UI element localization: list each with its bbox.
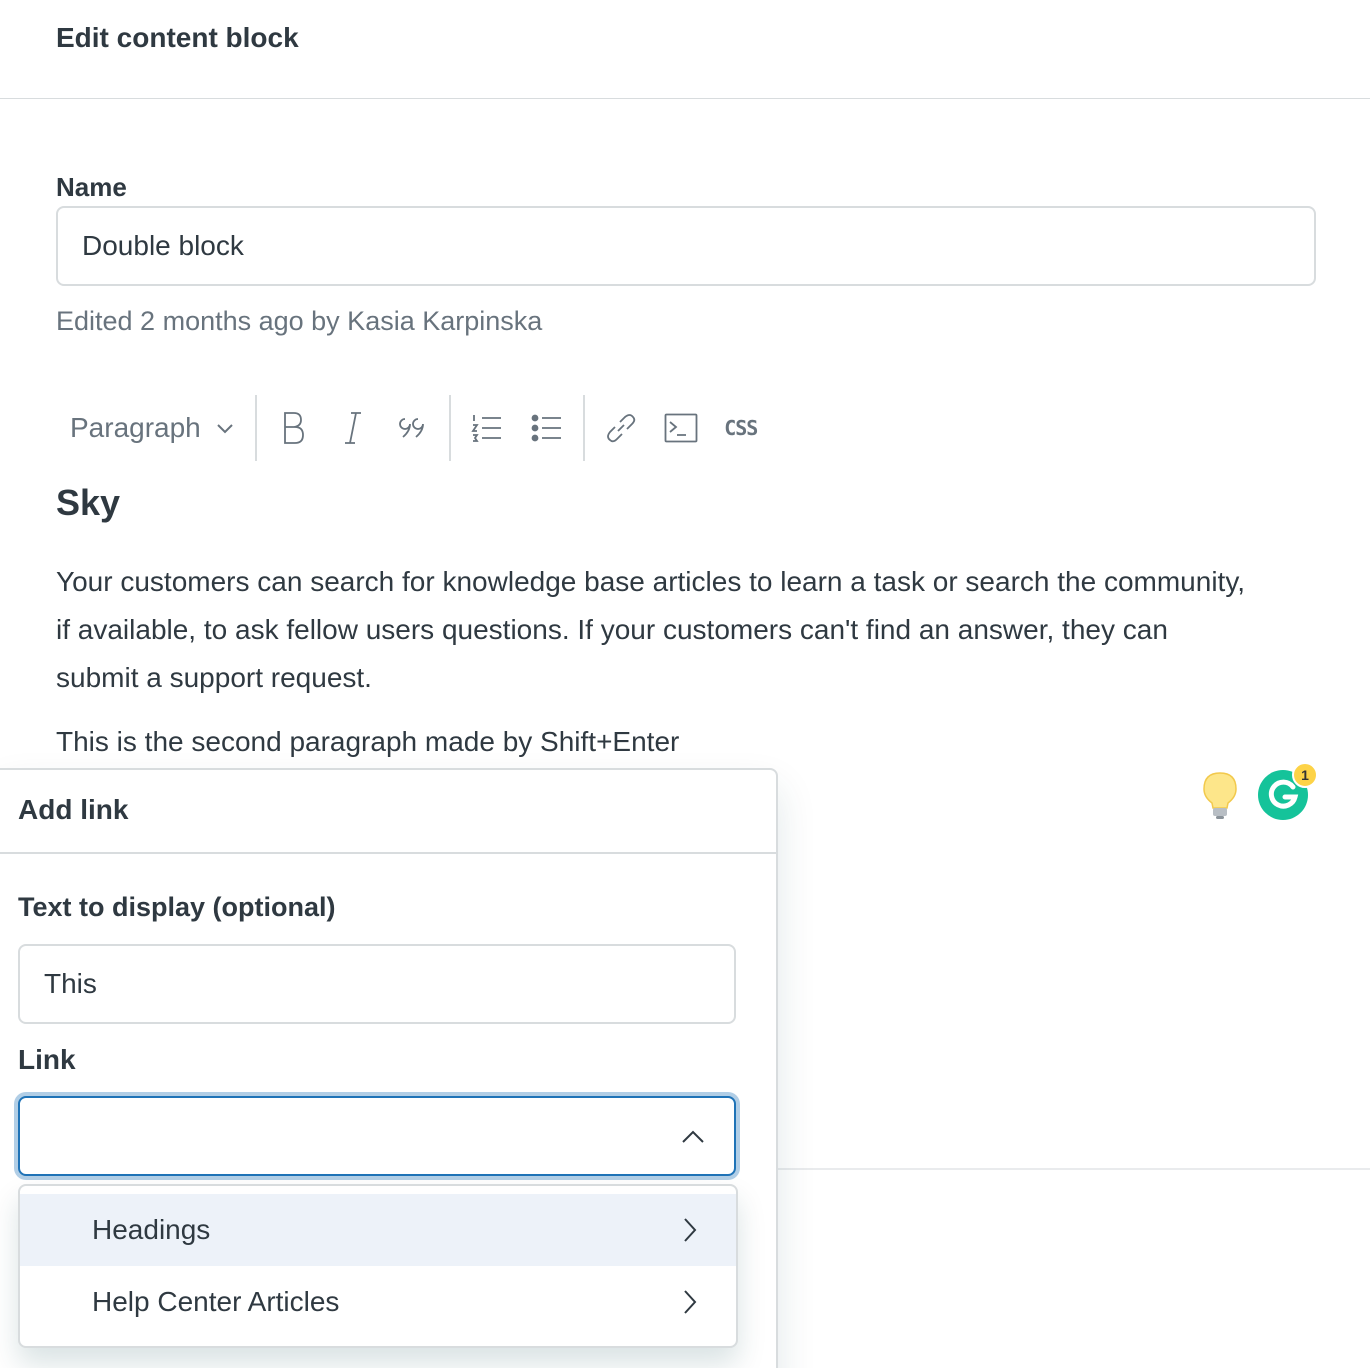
chevron-down-icon (215, 418, 235, 438)
chevron-up-icon[interactable] (680, 1124, 706, 1150)
block-format-label: Paragraph (70, 412, 201, 443)
dialog-header (0, 770, 776, 854)
block-format-dropdown[interactable] (56, 392, 249, 464)
italic-icon (341, 410, 365, 446)
notification-badge: 1 (1292, 762, 1318, 788)
content-paragraph[interactable]: This is the second paragraph made by Shift+Enter (56, 726, 680, 757)
edited-meta: Edited 2 months ago by Kasia Karpinska (56, 306, 543, 336)
css-button[interactable] (711, 392, 771, 464)
dialog-title: Add link (18, 794, 129, 825)
display-text-input[interactable] (18, 944, 736, 1024)
menu-item-label: Help Center Articles (92, 1286, 340, 1317)
code-block-icon (664, 413, 698, 443)
link-options-menu (18, 1184, 738, 1348)
content-heading[interactable]: Sky (56, 482, 121, 523)
divider (778, 1168, 1370, 1170)
code-block-button[interactable] (651, 392, 711, 464)
link-icon (604, 411, 638, 445)
toolbar-divider (583, 395, 585, 461)
name-label: Name (56, 172, 127, 202)
menu-item-help-center-articles[interactable] (20, 1266, 736, 1338)
page-title: Edit content block (56, 22, 299, 53)
page-header (0, 0, 1370, 99)
ordered-list-icon (471, 413, 503, 443)
ordered-list-button[interactable] (457, 392, 517, 464)
italic-button[interactable] (323, 392, 383, 464)
bullet-list-button[interactable] (517, 392, 577, 464)
menu-item-label: Headings (92, 1214, 211, 1245)
toolbar-divider (449, 395, 451, 461)
link-combobox[interactable] (18, 1096, 736, 1176)
chevron-right-icon (676, 1288, 704, 1316)
bold-icon (280, 410, 306, 446)
quote-icon (398, 416, 428, 440)
display-text-label: Text to display (optional) (18, 892, 336, 922)
link-input[interactable] (20, 1098, 660, 1174)
menu-item-headings[interactable] (20, 1194, 736, 1266)
bullet-list-icon (531, 413, 563, 443)
chevron-right-icon (676, 1216, 704, 1244)
content-paragraph[interactable]: Your customers can search for knowledge base articles to learn a task or search the community, if available, to ask fellow users questions. If your customers can't find an answer, they can submit a support request. (56, 566, 1246, 693)
name-input[interactable] (56, 206, 1316, 286)
lightbulb-icon[interactable] (1198, 770, 1242, 820)
quote-button[interactable] (383, 392, 443, 464)
bold-button[interactable] (263, 392, 323, 464)
grammarly-button[interactable] (1258, 767, 1309, 820)
editor-toolbar (56, 392, 771, 464)
link-button[interactable] (591, 392, 651, 464)
add-link-dialog (0, 768, 778, 1368)
toolbar-divider (255, 395, 257, 461)
css-label: CSS (724, 416, 758, 440)
link-label: Link (18, 1044, 76, 1075)
